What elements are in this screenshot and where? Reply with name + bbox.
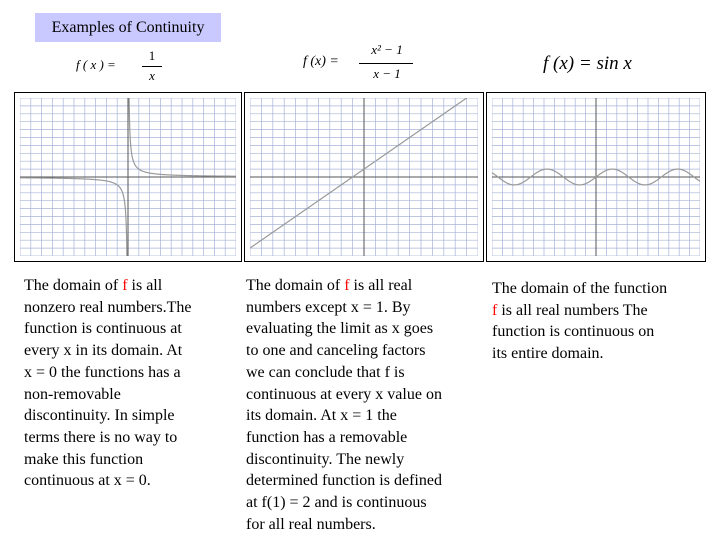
desc-text-b: is all real numbers The function is continuous on its entire domain. <box>492 301 655 363</box>
formula-reciprocal-denominator: x <box>149 68 155 83</box>
formula-reciprocal <box>76 48 166 88</box>
desc-text-b: is all nonzero real numbers.The function is continuous at every x in its domain. At x = 0 the functions has a non-removable discontinuity. In simple terms there is no way to make this function continuous at x = 0. <box>24 277 192 490</box>
formula-rational-denominator: x − 1 <box>373 66 401 81</box>
fraction-bar <box>142 66 162 67</box>
description-reciprocal <box>24 275 234 492</box>
desc-text-b: is all real numbers except x = 1. By evaluating the limit as x goes to one and canceling factors we can conclude that f is continuous at every x value on its domain. At x = 1 the function has a removable discontinuity. The newly determined function is defined at f(1) = 2 and is continuous for all real numbers. <box>246 277 442 533</box>
function-name-highlight: f <box>122 277 128 294</box>
formula-sine: f (x) = sin x <box>543 53 632 74</box>
graph-sine <box>486 92 706 262</box>
plot-reciprocal <box>20 98 236 256</box>
formula-rational-numerator: x² − 1 <box>371 42 403 57</box>
function-name-highlight: f <box>344 277 350 294</box>
formula-reciprocal-numerator: 1 <box>148 48 156 63</box>
fraction-bar <box>359 63 413 64</box>
description-sine <box>492 278 707 365</box>
desc-text-a: The domain of the function <box>492 280 668 297</box>
plot-rational <box>250 98 478 256</box>
graph-rational <box>244 92 484 262</box>
formula-reciprocal-lhs: f ( x ) = <box>76 57 116 72</box>
function-name-highlight: f <box>492 301 498 319</box>
formula-rational <box>303 42 423 88</box>
desc-text-a: The domain of <box>24 277 123 294</box>
page-title: Examples of Continuity <box>35 13 221 42</box>
plot-sine <box>492 98 700 256</box>
desc-text-a: The domain of <box>246 277 345 294</box>
graph-reciprocal <box>14 92 242 262</box>
description-rational <box>246 275 481 535</box>
formula-rational-lhs: f (x) = <box>303 54 339 69</box>
